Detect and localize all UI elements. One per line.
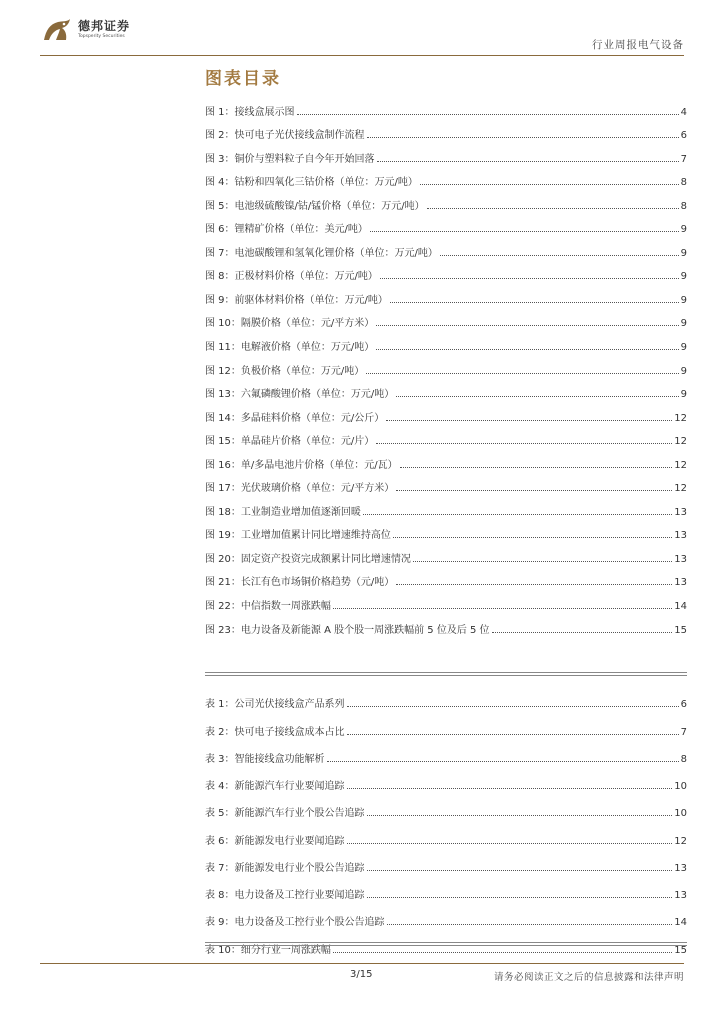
figure-toc-entry[interactable]	[205, 588, 687, 612]
dot-leader	[420, 184, 679, 185]
footer-divider	[40, 963, 684, 964]
figure-toc-entry[interactable]	[205, 282, 687, 306]
figure-toc-entry-label: 图 21：长江有色市场铜价格趋势（元/吨）	[205, 577, 395, 589]
table-list-top-rule	[205, 672, 687, 673]
figure-toc-entry[interactable]	[205, 259, 687, 283]
figure-toc-entry-page: 12	[674, 459, 687, 471]
dot-leader	[367, 815, 673, 816]
figure-toc-entry-label: 图 15：单晶硅片价格（单位：元/片）	[205, 436, 375, 448]
figure-toc-entry-label: 图 8：正极材料价格（单位：万元/吨）	[205, 271, 378, 283]
figure-toc-entry-label: 图 23：电力设备及新能源 A 股个股一周涨跌幅前 5 位及后 5 位	[205, 624, 490, 636]
figure-toc-entry[interactable]	[205, 188, 687, 212]
legal-disclaimer: 请务必阅读正文之后的信息披露和法律声明	[493, 972, 684, 983]
figure-toc-entry[interactable]	[205, 212, 687, 236]
figure-toc-entry-page: 9	[680, 247, 687, 259]
table-toc-entry-page: 6	[680, 699, 687, 711]
figure-toc-entry-page: 9	[680, 389, 687, 401]
dot-leader	[427, 208, 679, 209]
dot-leader	[333, 952, 672, 953]
table-toc-entry-page: 8	[680, 753, 687, 765]
toc-title: 图表目录	[205, 69, 281, 89]
figure-toc-entry[interactable]	[205, 612, 687, 636]
figure-toc-entry-label: 图 2：快可电子光伏接线盒制作流程	[205, 130, 365, 142]
figure-toc-entry-page: 13	[674, 577, 687, 589]
table-toc-entry[interactable]	[205, 819, 687, 846]
table-list	[205, 683, 687, 956]
table-toc-entry[interactable]	[205, 738, 687, 765]
figure-toc-entry-page: 9	[680, 271, 687, 283]
figure-toc-entry-page: 9	[680, 294, 687, 306]
figure-toc-entry-page: 12	[674, 436, 687, 448]
dot-leader	[297, 114, 679, 115]
dot-leader	[380, 278, 679, 279]
table-toc-entry[interactable]	[205, 765, 687, 792]
figure-toc-entry-label: 图 14：多晶硅料价格（单位：元/公斤）	[205, 412, 385, 424]
dot-leader	[367, 870, 673, 871]
figure-toc-entry-page: 4	[680, 106, 687, 118]
dot-leader	[347, 843, 673, 844]
figure-toc-entry[interactable]	[205, 400, 687, 424]
figure-toc-entry[interactable]	[205, 353, 687, 377]
dot-leader	[492, 632, 673, 633]
figure-toc-entry-label: 图 20：固定资产投资完成额累计同比增速情况	[205, 553, 411, 565]
figure-toc-entry-label: 图 22：中信指数一周涨跌幅	[205, 601, 331, 613]
figure-toc-entry-label: 图 7：电池碳酸锂和氢氧化锂价格（单位：万元/吨）	[205, 247, 438, 259]
table-toc-entry-label: 表 5：新能源汽车行业个股公告追踪	[205, 808, 365, 820]
table-toc-entry-page: 10	[674, 808, 687, 820]
dot-leader	[386, 420, 672, 421]
figure-toc-entry-label: 图 16：单/多晶电池片价格（单位：元/瓦）	[205, 459, 398, 471]
page-number: 3/15	[350, 969, 373, 980]
figure-toc-entry-page: 9	[680, 342, 687, 354]
table-toc-entry[interactable]	[205, 874, 687, 901]
figure-toc-entry[interactable]	[205, 235, 687, 259]
table-toc-entry[interactable]	[205, 847, 687, 874]
table-toc-entry-label: 表 1：公司光伏接线盒产品系列	[205, 699, 345, 711]
figure-toc-entry-page: 13	[674, 530, 687, 542]
table-toc-entry[interactable]	[205, 683, 687, 710]
table-toc-entry-label: 表 7：新能源发电行业个股公告追踪	[205, 862, 365, 874]
table-toc-entry-label: 表 9：电力设备及工控行业个股公告追踪	[205, 917, 385, 929]
dot-leader	[327, 761, 679, 762]
figure-toc-entry-label: 图 12：负极价格（单位：万元/吨）	[205, 365, 365, 377]
figure-toc-entry-page: 15	[674, 624, 687, 636]
dot-leader	[440, 255, 679, 256]
dot-leader	[396, 584, 672, 585]
dot-leader	[367, 897, 673, 898]
figure-toc-entry[interactable]	[205, 329, 687, 353]
table-toc-entry-page: 14	[674, 917, 687, 929]
table-toc-entry[interactable]	[205, 901, 687, 928]
dot-leader	[413, 561, 672, 562]
figure-toc-entry[interactable]	[205, 447, 687, 471]
figure-toc-entry[interactable]	[205, 141, 687, 165]
table-toc-entry[interactable]	[205, 710, 687, 737]
dot-leader	[376, 349, 678, 350]
figure-toc-entry-label: 图 17：光伏玻璃价格（单位：元/平方米）	[205, 483, 395, 495]
figure-toc-entry[interactable]	[205, 471, 687, 495]
table-toc-entry-label: 表 2：快可电子接线盒成本占比	[205, 726, 345, 738]
dot-leader	[376, 325, 678, 326]
figure-toc-entry-label: 图 18：工业制造业增加值逐渐回暖	[205, 506, 361, 518]
table-toc-entry-label: 表 4：新能源汽车行业要闻追踪	[205, 781, 345, 792]
table-toc-entry-page: 7	[680, 726, 687, 738]
deppon-logo-icon	[40, 14, 74, 46]
figure-toc-entry-label: 图 5：电池级硫酸镍/钴/锰价格（单位：万元/吨）	[205, 200, 425, 212]
report-type: 行业周报电气设备	[592, 39, 684, 51]
figure-toc-entry[interactable]	[205, 541, 687, 565]
dot-leader	[376, 443, 672, 444]
brand-name-en: Topsperity Securities	[78, 34, 125, 39]
figure-toc-entry-label: 图 9：前驱体材料价格（单位：万元/吨）	[205, 294, 388, 306]
figure-toc-entry-label: 图 3：铜价与塑料粒子自今年开始回落	[205, 153, 375, 165]
figure-toc-entry-label: 图 13：六氟磷酸锂价格（单位：万元/吨）	[205, 389, 395, 401]
brand-name-cn: 德邦证券	[78, 19, 131, 33]
figure-toc-entry-page: 13	[674, 553, 687, 565]
table-toc-entry-label: 表 10：细分行业一周涨跌幅	[205, 944, 331, 956]
figure-toc-entry[interactable]	[205, 94, 687, 118]
dot-leader	[396, 396, 678, 397]
table-toc-entry[interactable]	[205, 792, 687, 819]
figure-toc-entry-label: 图 11：电解液价格（单位：万元/吨）	[205, 342, 375, 354]
dot-leader	[347, 734, 679, 735]
figure-toc-entry-page: 12	[674, 483, 687, 495]
table-toc-entry-page: 10	[674, 781, 687, 792]
dot-leader	[367, 137, 679, 138]
table-toc-entry-label: 表 8：电力设备及工控行业要闻追踪	[205, 890, 365, 901]
figure-toc-entry-page: 9	[680, 365, 687, 377]
figure-list	[205, 94, 687, 636]
figure-toc-entry-page: 7	[680, 153, 687, 165]
figure-toc-entry[interactable]	[205, 565, 687, 589]
figure-toc-entry-page: 9	[680, 224, 687, 236]
figure-toc-entry-page: 6	[680, 130, 687, 142]
header-divider	[40, 55, 684, 56]
table-list-top-rule-inner	[205, 675, 687, 676]
figure-toc-entry-page: 9	[680, 318, 687, 330]
figure-toc-entry-label: 图 6：锂精矿价格（单位：美元/吨）	[205, 224, 368, 236]
table-toc-entry-label: 表 3：智能接线盒功能解析	[205, 753, 325, 765]
dot-leader	[387, 924, 673, 925]
table-list-bottom-rule-inner	[205, 945, 687, 946]
table-toc-entry-page: 13	[674, 862, 687, 874]
dot-leader	[396, 490, 672, 491]
figure-toc-entry-page: 8	[680, 200, 687, 212]
figure-toc-entry[interactable]	[205, 306, 687, 330]
figure-toc-entry-page: 8	[680, 177, 687, 189]
figure-toc-entry-label: 图 10：隔膜价格（单位：元/平方米）	[205, 318, 375, 330]
table-toc-entry-label: 表 6：新能源发电行业要闻追踪	[205, 835, 345, 847]
figure-toc-entry-label: 图 4：钴粉和四氧化三钴价格（单位：万元/吨）	[205, 177, 418, 189]
table-list-bottom-rule	[205, 942, 687, 943]
dot-leader	[363, 514, 672, 515]
dot-leader	[393, 537, 672, 538]
figure-toc-entry[interactable]	[205, 377, 687, 401]
brand-logo	[40, 14, 130, 46]
table-toc-entry-page: 15	[674, 944, 687, 956]
dot-leader	[400, 467, 673, 468]
dot-leader	[333, 608, 672, 609]
table-toc-entry-page: 13	[674, 890, 687, 901]
figure-toc-entry-page: 14	[674, 601, 687, 613]
figure-toc-entry-page: 12	[674, 412, 687, 424]
figure-toc-entry[interactable]	[205, 518, 687, 542]
figure-toc-entry-label: 图 19：工业增加值累计同比增速维持高位	[205, 530, 391, 542]
figure-toc-entry[interactable]	[205, 424, 687, 448]
figure-toc-entry[interactable]	[205, 494, 687, 518]
dot-leader	[347, 706, 679, 707]
table-toc-entry-page: 12	[674, 835, 687, 847]
figure-toc-entry[interactable]	[205, 118, 687, 142]
dot-leader	[377, 161, 679, 162]
dot-leader	[370, 231, 679, 232]
figure-toc-entry-page: 13	[674, 506, 687, 518]
dot-leader	[347, 788, 673, 789]
figure-toc-entry-label: 图 1：接线盒展示图	[205, 106, 295, 118]
dot-leader	[366, 373, 678, 374]
dot-leader	[390, 302, 679, 303]
figure-toc-entry[interactable]	[205, 165, 687, 189]
